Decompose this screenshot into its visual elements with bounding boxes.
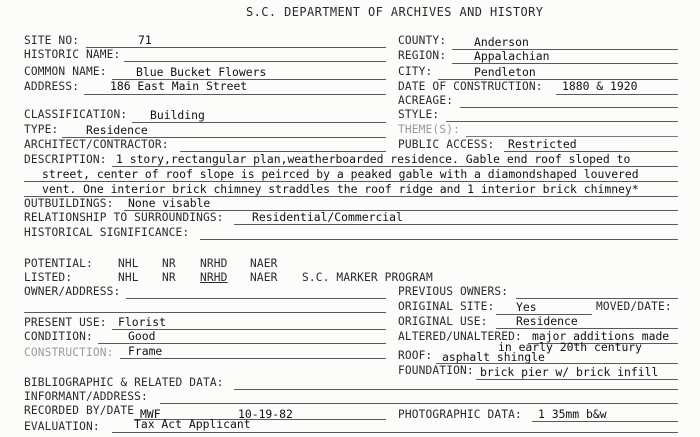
potential-label: POTENTIAL: <box>24 257 93 270</box>
relationship-label: RELATIONSHIP TO SURROUNDINGS: <box>24 211 224 224</box>
site-no-line <box>86 47 386 48</box>
relationship-line <box>234 224 678 225</box>
architect-label: ARCHITECT/CONTRACTOR: <box>24 138 169 151</box>
condition-label: CONDITION: <box>24 330 93 343</box>
informant-label: INFORMANT/ADDRESS: <box>24 390 148 403</box>
outbuildings-value: None visable <box>128 196 211 210</box>
city-label: CITY: <box>398 65 433 78</box>
region-value: Appalachian <box>474 49 550 63</box>
present-use-value: Florist <box>118 315 167 329</box>
type-value: Residence <box>86 123 148 137</box>
public-access-label: PUBLIC ACCESS: <box>398 138 495 151</box>
listed-nrhd[interactable]: NRHD <box>200 271 228 284</box>
potential-nr[interactable]: NR <box>162 257 176 270</box>
region-label: REGION: <box>398 49 447 62</box>
informant-line <box>160 403 678 404</box>
construction-value: Frame <box>128 344 163 358</box>
common-name-label: COMMON NAME: <box>24 65 107 78</box>
potential-nhl[interactable]: NHL <box>118 257 139 270</box>
present-use-label: PRESENT USE: <box>24 316 107 329</box>
condition-value: Good <box>128 329 156 343</box>
date-construction-line <box>556 94 678 95</box>
classification-line <box>132 122 386 123</box>
historical-label: HISTORICAL SIGNIFICANCE: <box>24 226 190 239</box>
marker-program-label: S.C. MARKER PROGRAM <box>302 271 433 284</box>
owner-line-2 <box>24 312 386 313</box>
owner-line <box>126 298 386 299</box>
county-label: COUNTY: <box>398 34 447 47</box>
site-no-value: 71 <box>138 33 152 47</box>
bibliographic-line <box>234 389 678 390</box>
acreage-label: ACREAGE: <box>398 94 454 107</box>
date-construction-label: DATE OF CONSTRUCTION: <box>398 80 543 93</box>
outbuildings-label: OUTBUILDINGS: <box>24 197 114 210</box>
original-site-value: Yes <box>516 300 537 314</box>
altered-value-2: in early 20th century <box>498 340 643 354</box>
historical-line <box>200 239 678 240</box>
photographic-value: 1 35mm b&w <box>538 407 607 421</box>
address-line <box>84 94 386 95</box>
historic-name-label: HISTORIC NAME: <box>24 48 121 61</box>
description-line-2: street, center of roof slope is peirced by a peaked gable with a diamondshaped louvered <box>42 167 639 181</box>
recorded-label: RECORDED BY/DATE <box>24 404 135 417</box>
relationship-value: Residential/Commercial <box>252 210 403 224</box>
evaluation-value: Tax Act Applicant <box>134 417 251 431</box>
photographic-line <box>532 421 678 422</box>
common-name-value: Blue Bucket Flowers <box>136 65 267 79</box>
description-line-1: 1 story,rectangular plan,weatherboarded residence. Gable end roof sloped to <box>116 152 631 166</box>
type-label: TYPE: <box>24 123 59 136</box>
recorded-date-value: 10-19-82 <box>238 407 293 421</box>
public-access-value: Restricted <box>508 137 577 151</box>
moved-date-label: MOVED/DATE: <box>596 300 672 313</box>
historic-name-line <box>124 61 386 62</box>
address-label: ADDRESS: <box>24 80 80 93</box>
classification-value: Building <box>150 108 205 122</box>
description-rule-3 <box>24 196 678 197</box>
site-no-label: SITE NO: <box>24 34 80 47</box>
previous-owners-label: PREVIOUS OWNERS: <box>398 285 509 298</box>
address-value: 186 East Main Street <box>110 79 248 93</box>
construction-line <box>120 358 386 359</box>
style-label: STYLE: <box>398 108 440 121</box>
date-construction-value: 1880 & 1920 <box>562 79 638 93</box>
original-use-label: ORIGINAL USE: <box>398 315 488 328</box>
themes-label: THEME(S): <box>398 123 460 136</box>
listed-label: LISTED: <box>24 271 73 284</box>
style-line <box>446 121 678 122</box>
recorded-by-value: MWF <box>140 407 161 421</box>
county-value: Anderson <box>474 35 529 49</box>
foundation-line <box>476 379 678 380</box>
roof-label: ROOF: <box>398 349 433 362</box>
foundation-value: brick pier w/ brick infill <box>480 365 659 379</box>
foundation-label: FOUNDATION: <box>398 364 474 377</box>
altered-value: major additions made <box>532 329 670 343</box>
owner-label: OWNER/ADDRESS: <box>24 285 121 298</box>
potential-naer[interactable]: NAER <box>250 257 278 270</box>
classification-label: CLASSIFICATION: <box>24 108 128 121</box>
region-line <box>452 63 678 64</box>
listed-nhl[interactable]: NHL <box>118 271 139 284</box>
photographic-label: PHOTOGRAPHIC DATA: <box>398 408 522 421</box>
city-value: Pendleton <box>474 65 536 79</box>
evaluation-label: EVALUATION: <box>24 420 100 433</box>
description-label: DESCRIPTION: <box>24 153 107 166</box>
listed-naer[interactable]: NAER <box>250 271 278 284</box>
potential-nrhd[interactable]: NRHD <box>200 257 228 270</box>
roof-value: asphalt shingle <box>442 350 545 364</box>
description-line-3: vent. One interior brick chimney straddles the roof ridge and 1 interior brick chimney* <box>42 182 639 196</box>
altered-label: ALTERED/UNALTERED: <box>398 330 522 343</box>
original-use-value: Residence <box>516 314 578 328</box>
construction-label: CONSTRUCTION: <box>24 346 114 359</box>
original-site-label: ORIGINAL SITE: <box>398 300 495 313</box>
evaluation-line <box>112 432 678 433</box>
previous-owners-line <box>516 298 678 299</box>
form-title: S.C. DEPARTMENT OF ARCHIVES AND HISTORY <box>246 5 544 19</box>
bibliographic-label: BIBLIOGRAPHIC & RELATED DATA: <box>24 376 224 389</box>
listed-nr[interactable]: NR <box>162 271 176 284</box>
acreage-line <box>460 107 678 108</box>
